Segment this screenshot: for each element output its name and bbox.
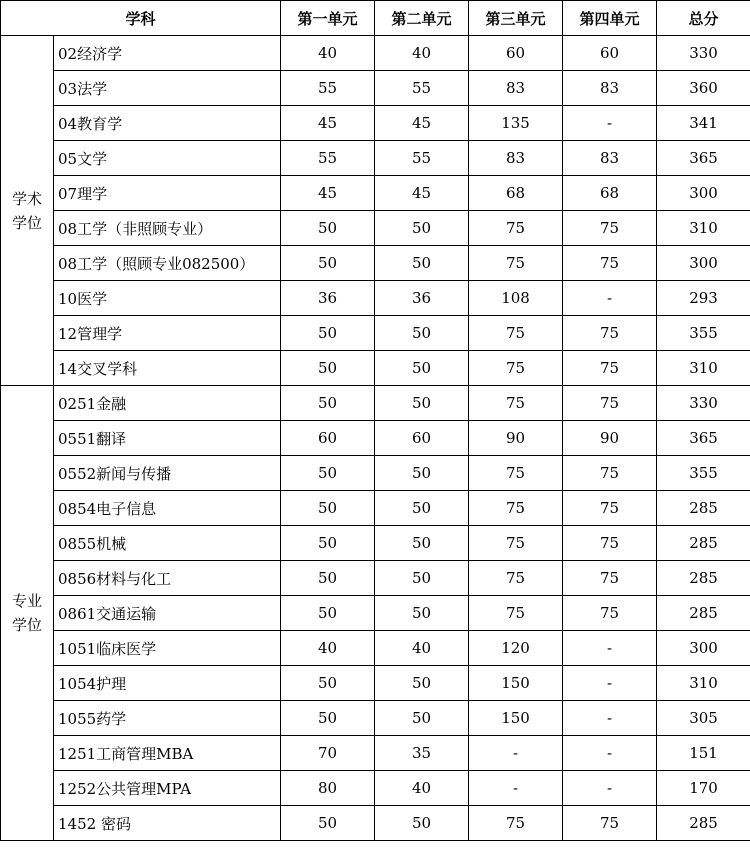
unit4-score: 75 bbox=[563, 526, 657, 561]
subject-cell: 1055药学 bbox=[54, 701, 281, 736]
unit1-score: 50 bbox=[281, 806, 375, 841]
unit4-score: 75 bbox=[563, 561, 657, 596]
unit2-score: 50 bbox=[375, 246, 469, 281]
total-score: 310 bbox=[657, 666, 750, 701]
unit2-score: 50 bbox=[375, 491, 469, 526]
unit2-score: 45 bbox=[375, 106, 469, 141]
unit4-score: 68 bbox=[563, 176, 657, 211]
unit2-score: 40 bbox=[375, 771, 469, 806]
unit2-score: 50 bbox=[375, 596, 469, 631]
unit1-score: 45 bbox=[281, 106, 375, 141]
unit1-score: 50 bbox=[281, 561, 375, 596]
subject-cell: 0861交通运输 bbox=[54, 596, 281, 631]
unit3-score: 135 bbox=[469, 106, 563, 141]
table-row bbox=[1, 736, 750, 771]
unit3-score: 83 bbox=[469, 71, 563, 106]
subject-cell: 08工学（非照顾专业） bbox=[54, 211, 281, 246]
total-score: 285 bbox=[657, 491, 750, 526]
unit4-score: 75 bbox=[563, 806, 657, 841]
unit4-score: 75 bbox=[563, 246, 657, 281]
unit1-score: 55 bbox=[281, 141, 375, 176]
unit3-score: 75 bbox=[469, 316, 563, 351]
total-score: 300 bbox=[657, 631, 750, 666]
total-score: 293 bbox=[657, 281, 750, 316]
header-unit3: 第三单元 bbox=[469, 1, 563, 36]
subject-cell: 08工学（照顾专业082500） bbox=[54, 246, 281, 281]
header-row bbox=[1, 1, 750, 36]
header-unit2: 第二单元 bbox=[375, 1, 469, 36]
table-row bbox=[1, 351, 750, 386]
total-score: 285 bbox=[657, 526, 750, 561]
unit1-score: 55 bbox=[281, 71, 375, 106]
unit3-score: - bbox=[469, 736, 563, 771]
subject-cell: 1051临床医学 bbox=[54, 631, 281, 666]
unit4-score: 90 bbox=[563, 421, 657, 456]
unit2-score: 55 bbox=[375, 141, 469, 176]
unit1-score: 50 bbox=[281, 211, 375, 246]
unit1-score: 50 bbox=[281, 701, 375, 736]
table-row bbox=[1, 596, 750, 631]
unit1-score: 50 bbox=[281, 491, 375, 526]
subject-cell: 10医学 bbox=[54, 281, 281, 316]
category-label-line2: 学位 bbox=[11, 213, 42, 232]
subject-cell: 04教育学 bbox=[54, 106, 281, 141]
unit2-score: 45 bbox=[375, 176, 469, 211]
total-score: 285 bbox=[657, 596, 750, 631]
table-row bbox=[1, 526, 750, 561]
unit3-score: 75 bbox=[469, 246, 563, 281]
unit1-score: 50 bbox=[281, 246, 375, 281]
table-row bbox=[1, 386, 750, 421]
unit3-score: 60 bbox=[469, 36, 563, 71]
unit4-score: 75 bbox=[563, 316, 657, 351]
table-row bbox=[1, 36, 750, 71]
category-label-line1: 学术 bbox=[11, 189, 42, 208]
total-score: 300 bbox=[657, 246, 750, 281]
table-row bbox=[1, 246, 750, 281]
total-score: 355 bbox=[657, 456, 750, 491]
table-row bbox=[1, 281, 750, 316]
unit2-score: 60 bbox=[375, 421, 469, 456]
unit3-score: 90 bbox=[469, 421, 563, 456]
unit1-score: 60 bbox=[281, 421, 375, 456]
total-score: 341 bbox=[657, 106, 750, 141]
header-subject: 学科 bbox=[1, 1, 281, 36]
subject-cell: 05文学 bbox=[54, 141, 281, 176]
unit1-score: 50 bbox=[281, 666, 375, 701]
table-row bbox=[1, 316, 750, 351]
unit1-score: 50 bbox=[281, 596, 375, 631]
subject-cell: 0855机械 bbox=[54, 526, 281, 561]
category-cell bbox=[1, 386, 54, 841]
unit3-score: 75 bbox=[469, 386, 563, 421]
table-body bbox=[1, 36, 750, 841]
table-row bbox=[1, 806, 750, 841]
table-row bbox=[1, 176, 750, 211]
unit2-score: 50 bbox=[375, 456, 469, 491]
unit1-score: 50 bbox=[281, 526, 375, 561]
category-label-line1: 专业 bbox=[11, 592, 42, 610]
subject-cell: 0552新闻与传播 bbox=[54, 456, 281, 491]
total-score: 300 bbox=[657, 176, 750, 211]
unit1-score: 50 bbox=[281, 386, 375, 421]
total-score: 365 bbox=[657, 141, 750, 176]
total-score: 285 bbox=[657, 806, 750, 841]
unit4-score: - bbox=[563, 736, 657, 771]
header-unit1: 第一单元 bbox=[281, 1, 375, 36]
unit1-score: 50 bbox=[281, 351, 375, 386]
subject-cell: 1054护理 bbox=[54, 666, 281, 701]
subject-cell: 1452 密码 bbox=[54, 806, 281, 841]
unit2-score: 50 bbox=[375, 316, 469, 351]
unit4-score: 75 bbox=[563, 211, 657, 246]
unit4-score: - bbox=[563, 771, 657, 806]
unit1-score: 70 bbox=[281, 736, 375, 771]
unit2-score: 50 bbox=[375, 806, 469, 841]
total-score: 330 bbox=[657, 36, 750, 71]
table-row bbox=[1, 666, 750, 701]
total-score: 285 bbox=[657, 561, 750, 596]
unit2-score: 50 bbox=[375, 666, 469, 701]
unit3-score: 75 bbox=[469, 491, 563, 526]
unit2-score: 55 bbox=[375, 71, 469, 106]
subject-cell: 0854电子信息 bbox=[54, 491, 281, 526]
unit1-score: 50 bbox=[281, 456, 375, 491]
unit3-score: 75 bbox=[469, 351, 563, 386]
table-row bbox=[1, 71, 750, 106]
table-row bbox=[1, 421, 750, 456]
total-score: 310 bbox=[657, 211, 750, 246]
unit4-score: 75 bbox=[563, 456, 657, 491]
table-row bbox=[1, 211, 750, 246]
unit3-score: 75 bbox=[469, 596, 563, 631]
total-score: 305 bbox=[657, 701, 750, 736]
total-score: 310 bbox=[657, 351, 750, 386]
subject-cell: 02经济学 bbox=[54, 36, 281, 71]
unit1-score: 36 bbox=[281, 281, 375, 316]
unit4-score: - bbox=[563, 106, 657, 141]
subject-cell: 07理学 bbox=[54, 176, 281, 211]
unit3-score: 120 bbox=[469, 631, 563, 666]
unit2-score: 35 bbox=[375, 736, 469, 771]
unit3-score: 83 bbox=[469, 141, 563, 176]
unit4-score: - bbox=[563, 281, 657, 316]
table-row bbox=[1, 491, 750, 526]
total-score: 330 bbox=[657, 386, 750, 421]
unit4-score: - bbox=[563, 701, 657, 736]
table-row bbox=[1, 106, 750, 141]
unit3-score: 75 bbox=[469, 806, 563, 841]
unit3-score: 150 bbox=[469, 701, 563, 736]
unit3-score: 75 bbox=[469, 211, 563, 246]
unit4-score: - bbox=[563, 666, 657, 701]
unit2-score: 50 bbox=[375, 701, 469, 736]
unit1-score: 80 bbox=[281, 771, 375, 806]
table-row bbox=[1, 771, 750, 806]
table-row bbox=[1, 456, 750, 491]
unit3-score: 75 bbox=[469, 526, 563, 561]
total-score: 170 bbox=[657, 771, 750, 806]
subject-cell: 0856材料与化工 bbox=[54, 561, 281, 596]
unit2-score: 50 bbox=[375, 351, 469, 386]
unit4-score: 75 bbox=[563, 386, 657, 421]
unit2-score: 40 bbox=[375, 631, 469, 666]
table-row bbox=[1, 141, 750, 176]
unit1-score: 50 bbox=[281, 316, 375, 351]
header-unit4: 第四单元 bbox=[563, 1, 657, 36]
unit4-score: 75 bbox=[563, 491, 657, 526]
unit1-score: 45 bbox=[281, 176, 375, 211]
unit3-score: 75 bbox=[469, 561, 563, 596]
subject-cell: 0551翻译 bbox=[54, 421, 281, 456]
unit2-score: 50 bbox=[375, 526, 469, 561]
unit2-score: 50 bbox=[375, 561, 469, 596]
total-score: 365 bbox=[657, 421, 750, 456]
unit3-score: 75 bbox=[469, 456, 563, 491]
unit4-score: 75 bbox=[563, 351, 657, 386]
table-row bbox=[1, 631, 750, 666]
unit3-score: - bbox=[469, 771, 563, 806]
unit2-score: 50 bbox=[375, 386, 469, 421]
total-score: 151 bbox=[657, 736, 750, 771]
header-total: 总分 bbox=[657, 1, 750, 36]
category-cell bbox=[1, 36, 54, 386]
table-row bbox=[1, 561, 750, 596]
total-score: 355 bbox=[657, 316, 750, 351]
subject-cell: 1251工商管理MBA bbox=[54, 736, 281, 771]
unit3-score: 108 bbox=[469, 281, 563, 316]
unit1-score: 40 bbox=[281, 36, 375, 71]
unit4-score: - bbox=[563, 631, 657, 666]
table-row bbox=[1, 701, 750, 736]
unit2-score: 36 bbox=[375, 281, 469, 316]
unit2-score: 40 bbox=[375, 36, 469, 71]
subject-cell: 12管理学 bbox=[54, 316, 281, 351]
unit3-score: 150 bbox=[469, 666, 563, 701]
unit4-score: 83 bbox=[563, 141, 657, 176]
total-score: 360 bbox=[657, 71, 750, 106]
subject-cell: 0251金融 bbox=[54, 386, 281, 421]
subject-cell: 1252公共管理MPA bbox=[54, 771, 281, 806]
category-label-line2: 学位 bbox=[11, 616, 42, 634]
subject-cell: 03法学 bbox=[54, 71, 281, 106]
unit4-score: 60 bbox=[563, 36, 657, 71]
unit3-score: 68 bbox=[469, 176, 563, 211]
subject-cell: 14交叉学科 bbox=[54, 351, 281, 386]
unit1-score: 40 bbox=[281, 631, 375, 666]
unit2-score: 50 bbox=[375, 211, 469, 246]
unit4-score: 75 bbox=[563, 596, 657, 631]
unit4-score: 83 bbox=[563, 71, 657, 106]
